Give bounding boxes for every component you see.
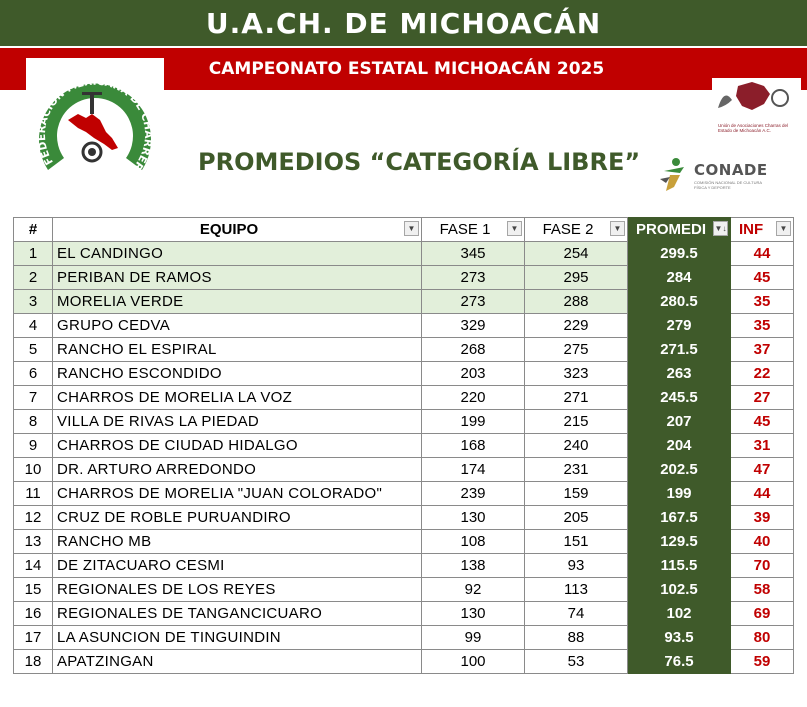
conade-name: CONADE [694, 161, 768, 179]
row-number: 17 [14, 626, 53, 650]
fase1-score: 99 [422, 626, 525, 650]
conade-subtitle: COMISIÓN NACIONAL DE CULTURA FÍSICA Y DEPORTE [694, 180, 762, 190]
standings-table [13, 217, 794, 674]
fase1-score: 220 [422, 386, 525, 410]
fase2-score: 159 [525, 482, 628, 506]
fase2-score: 74 [525, 602, 628, 626]
fase2-score: 275 [525, 338, 628, 362]
team-name: CHARROS DE MORELIA "JUAN COLORADO" [53, 482, 422, 506]
table-row [14, 290, 794, 314]
promedio-score: 76.5 [628, 650, 731, 674]
filter-dropdown-icon[interactable]: ▼ [404, 221, 419, 236]
fase1-score: 100 [422, 650, 525, 674]
table-row [14, 626, 794, 650]
fase2-score: 229 [525, 314, 628, 338]
fase2-score: 88 [525, 626, 628, 650]
promedio-score: 207 [628, 410, 731, 434]
inf-score: 45 [731, 266, 794, 290]
team-name: GRUPO CEDVA [53, 314, 422, 338]
row-number: 3 [14, 290, 53, 314]
col-header-promedio: PROMEDI ▼↓ [628, 218, 731, 242]
inf-score: 27 [731, 386, 794, 410]
inf-score: 37 [731, 338, 794, 362]
inf-score: 39 [731, 506, 794, 530]
promedio-score: 271.5 [628, 338, 731, 362]
inf-score: 40 [731, 530, 794, 554]
table-row [14, 650, 794, 674]
inf-score: 45 [731, 410, 794, 434]
inf-score: 70 [731, 554, 794, 578]
inf-score: 31 [731, 434, 794, 458]
team-name: VILLA DE RIVAS LA PIEDAD [53, 410, 422, 434]
team-name: EL CANDINGO [53, 242, 422, 266]
fase2-score: 323 [525, 362, 628, 386]
fase2-score: 215 [525, 410, 628, 434]
row-number: 2 [14, 266, 53, 290]
fase2-score: 53 [525, 650, 628, 674]
promedio-score: 202.5 [628, 458, 731, 482]
union-charros-logo [712, 78, 801, 136]
row-number: 10 [14, 458, 53, 482]
fase2-score: 240 [525, 434, 628, 458]
table-row [14, 362, 794, 386]
inf-score: 44 [731, 482, 794, 506]
union-charros-logo-icon [712, 78, 801, 118]
row-number: 18 [14, 650, 53, 674]
fase2-score: 113 [525, 578, 628, 602]
table-row [14, 386, 794, 410]
fase2-score: 93 [525, 554, 628, 578]
team-name: PERIBAN DE RAMOS [53, 266, 422, 290]
promedio-score: 263 [628, 362, 731, 386]
promedio-score: 299.5 [628, 242, 731, 266]
fase1-score: 345 [422, 242, 525, 266]
col-header-inf: INF ▼ [731, 218, 794, 242]
fase1-score: 273 [422, 290, 525, 314]
table-row [14, 602, 794, 626]
fase2-score: 254 [525, 242, 628, 266]
fase1-score: 92 [422, 578, 525, 602]
row-number: 14 [14, 554, 53, 578]
inf-score: 44 [731, 242, 794, 266]
fase1-score: 130 [422, 602, 525, 626]
col-header-number: # [14, 218, 53, 242]
subtitle-text: CAMPEONATO ESTATAL MICHOACÁN 2025 [208, 59, 605, 79]
table-row [14, 554, 794, 578]
table-row [14, 458, 794, 482]
table-row [14, 410, 794, 434]
table-row [14, 266, 794, 290]
row-number: 9 [14, 434, 53, 458]
team-name: DR. ARTURO ARREDONDO [53, 458, 422, 482]
fase1-score: 203 [422, 362, 525, 386]
fase1-score: 239 [422, 482, 525, 506]
promedio-score: 199 [628, 482, 731, 506]
row-number: 6 [14, 362, 53, 386]
fmch-logo [26, 58, 164, 194]
team-name: RANCHO MB [53, 530, 422, 554]
inf-score: 80 [731, 626, 794, 650]
conade-logo [656, 157, 776, 195]
table-row [14, 314, 794, 338]
team-name: RANCHO ESCONDIDO [53, 362, 422, 386]
fase2-score: 288 [525, 290, 628, 314]
table-row [14, 530, 794, 554]
row-number: 7 [14, 386, 53, 410]
row-number: 12 [14, 506, 53, 530]
promedio-score: 129.5 [628, 530, 731, 554]
table-row [14, 338, 794, 362]
promedio-score: 93.5 [628, 626, 731, 650]
page-title [0, 0, 807, 46]
fmch-logo-icon [26, 58, 164, 194]
inf-score: 58 [731, 578, 794, 602]
fase1-score: 174 [422, 458, 525, 482]
fmch-logo-text: FEDERACION MEXICANA DE CHARRER [35, 75, 155, 173]
col-header-fase2: FASE 2 ▼ [525, 218, 628, 242]
promedio-score: 167.5 [628, 506, 731, 530]
fase2-score: 151 [525, 530, 628, 554]
table-header-row [14, 218, 794, 242]
row-number: 16 [14, 602, 53, 626]
title-text: U.A.CH. DE MICHOACÁN [205, 6, 602, 40]
col-header-equipo: EQUIPO ▼ [53, 218, 422, 242]
table-row [14, 482, 794, 506]
inf-score: 47 [731, 458, 794, 482]
team-name: CHARROS DE CIUDAD HIDALGO [53, 434, 422, 458]
team-name: MORELIA VERDE [53, 290, 422, 314]
fase1-score: 273 [422, 266, 525, 290]
row-number: 4 [14, 314, 53, 338]
col-header-fase1: FASE 1 ▼ [422, 218, 525, 242]
row-number: 13 [14, 530, 53, 554]
promedio-score: 279 [628, 314, 731, 338]
fase2-score: 271 [525, 386, 628, 410]
promedio-score: 102 [628, 602, 731, 626]
table-row [14, 578, 794, 602]
team-name: APATZINGAN [53, 650, 422, 674]
row-number: 5 [14, 338, 53, 362]
inf-score: 35 [731, 290, 794, 314]
table-row [14, 434, 794, 458]
inf-score: 22 [731, 362, 794, 386]
fase2-score: 231 [525, 458, 628, 482]
conade-runner-icon [656, 157, 692, 193]
union-charros-text: Unión de Asociaciones Charras del Estado de Michoacán A.C. [718, 123, 789, 133]
row-number: 11 [14, 482, 53, 506]
filter-dropdown-icon[interactable]: ▼ [776, 221, 791, 236]
team-name: CHARROS DE MORELIA LA VOZ [53, 386, 422, 410]
promedio-score: 102.5 [628, 578, 731, 602]
promedio-score: 245.5 [628, 386, 731, 410]
team-name: RANCHO EL ESPIRAL [53, 338, 422, 362]
filter-dropdown-icon[interactable]: ▼ [610, 221, 625, 236]
fase1-score: 168 [422, 434, 525, 458]
fase1-score: 108 [422, 530, 525, 554]
fase2-score: 295 [525, 266, 628, 290]
fase1-score: 268 [422, 338, 525, 362]
inf-score: 69 [731, 602, 794, 626]
team-name: REGIONALES DE TANGANCICUARO [53, 602, 422, 626]
team-name: REGIONALES DE LOS REYES [53, 578, 422, 602]
promedio-score: 115.5 [628, 554, 731, 578]
row-number: 15 [14, 578, 53, 602]
promedio-score: 204 [628, 434, 731, 458]
promedio-score: 280.5 [628, 290, 731, 314]
row-number: 8 [14, 410, 53, 434]
team-name: CRUZ DE ROBLE PURUANDIRO [53, 506, 422, 530]
section-heading: PROMEDIOS “CATEGORÍA LIBRE” [198, 148, 641, 176]
fase1-score: 130 [422, 506, 525, 530]
inf-score: 59 [731, 650, 794, 674]
fase2-score: 205 [525, 506, 628, 530]
team-name: LA ASUNCION DE TINGUINDIN [53, 626, 422, 650]
promedio-score: 284 [628, 266, 731, 290]
table-row [14, 506, 794, 530]
fase1-score: 199 [422, 410, 525, 434]
filter-dropdown-icon[interactable]: ▼ [507, 221, 522, 236]
sort-desc-icon[interactable]: ▼↓ [713, 221, 728, 236]
table-row [14, 242, 794, 266]
row-number: 1 [14, 242, 53, 266]
fase1-score: 329 [422, 314, 525, 338]
inf-score: 35 [731, 314, 794, 338]
team-name: DE ZITACUARO CESMI [53, 554, 422, 578]
fase1-score: 138 [422, 554, 525, 578]
